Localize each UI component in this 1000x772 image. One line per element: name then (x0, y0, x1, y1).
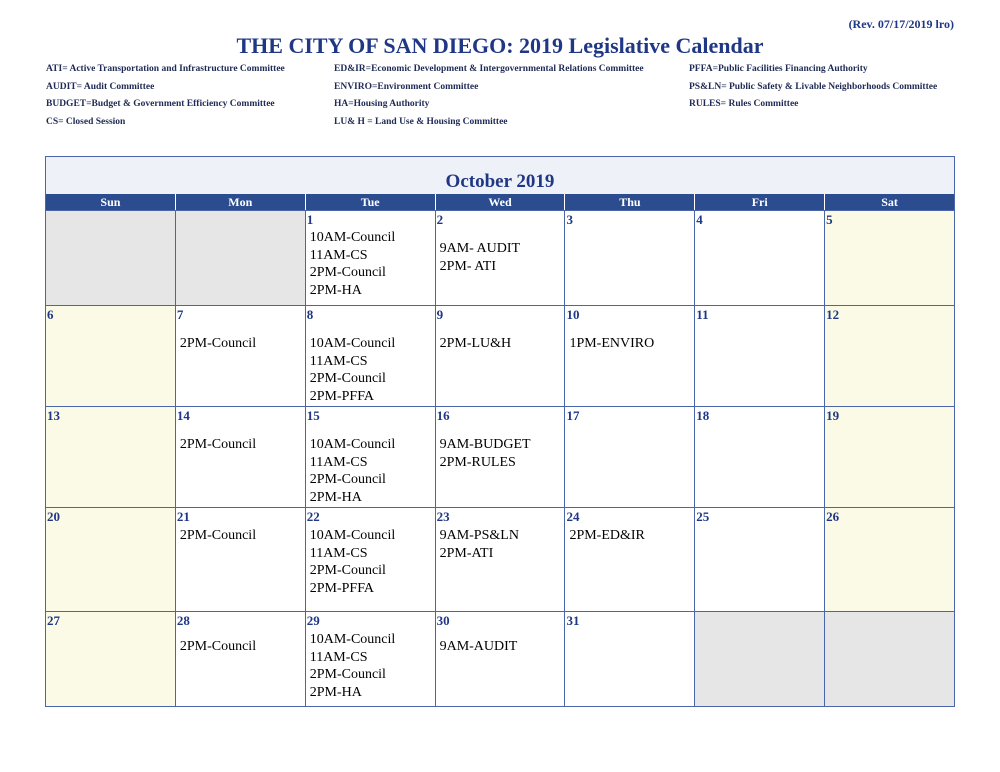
day-events (440, 436, 531, 471)
day-events (310, 527, 396, 597)
event-entry[interactable]: 1PM-ENVIRO (569, 336, 655, 351)
day-number: 4 (696, 212, 703, 227)
event-entry[interactable]: 2PM-Council (309, 563, 386, 578)
calendar-day-cell[interactable] (306, 407, 436, 507)
event-entry[interactable]: 2PM-PFFA (309, 580, 375, 596)
calendar-day-cell[interactable] (46, 407, 176, 507)
calendar-week (46, 305, 954, 406)
day-number: 1 (306, 212, 314, 227)
legend-item: LU& H = Land Use & Housing Committee (334, 116, 508, 127)
day-events (310, 436, 396, 506)
calendar-day-cell[interactable] (825, 407, 954, 507)
calendar-week (46, 507, 954, 611)
month-title: October 2019 (46, 157, 954, 194)
calendar-day-cell[interactable] (436, 306, 566, 406)
event-entry[interactable]: 2PM-Council (309, 667, 386, 682)
event-entry[interactable]: 9AM-PS&LN (439, 528, 519, 543)
day-number: 8 (306, 307, 314, 322)
day-events (180, 335, 256, 353)
day-number: 2 (436, 212, 444, 227)
day-number: 12 (826, 307, 840, 322)
calendar-day-cell[interactable] (46, 306, 176, 406)
day-events (180, 527, 256, 545)
calendar-day-cell[interactable] (436, 612, 566, 706)
calendar-day-cell[interactable] (176, 407, 306, 507)
event-entry[interactable]: 10AM-Council (309, 230, 396, 245)
calendar-day-cell[interactable] (825, 211, 954, 305)
event-entry[interactable]: 2PM-HA (309, 489, 362, 505)
day-events (180, 436, 256, 454)
day-number: 6 (47, 307, 54, 322)
event-entry[interactable]: 2PM-ATI (439, 545, 494, 561)
day-number: 23 (436, 509, 450, 524)
calendar-day-cell[interactable] (565, 612, 695, 706)
day-number: 18 (696, 408, 710, 423)
day-number: 22 (306, 509, 320, 524)
calendar-day-cell[interactable] (176, 211, 306, 305)
day-number: 21 (176, 509, 190, 524)
legend-item: PS&LN= Public Safety & Livable Neighborhoods Committee (689, 81, 938, 92)
day-number: 5 (826, 212, 833, 227)
legend-item: ENVIRO=Environment Committee (334, 81, 479, 92)
calendar-week (46, 210, 954, 305)
event-entry[interactable]: 11AM-CS (309, 247, 368, 263)
legend-row (46, 117, 958, 135)
day-of-week-header (46, 194, 954, 210)
event-entry[interactable]: 2PM-Council (309, 472, 386, 487)
event-entry[interactable]: 2PM- ATI (439, 258, 496, 274)
day-events (440, 638, 518, 656)
calendar-day-cell[interactable] (306, 612, 436, 706)
event-entry[interactable]: 2PM-Council (309, 265, 386, 280)
event-entry[interactable]: 9AM-AUDIT (439, 639, 518, 654)
calendar-day-cell[interactable] (565, 407, 695, 507)
dow-sat: Sat (825, 194, 954, 210)
calendar-day-cell[interactable] (695, 508, 825, 611)
day-events (310, 229, 396, 299)
day-number: 28 (176, 613, 190, 628)
day-events (569, 527, 644, 545)
dow-wed: Wed (436, 194, 566, 210)
calendar-day-cell[interactable] (825, 306, 954, 406)
legend-item: ATI= Active Transportation and Infrastructure Committee (46, 64, 285, 74)
day-number: 11 (696, 307, 709, 322)
event-entry[interactable]: 2PM-LU&H (439, 336, 512, 351)
legend-item: PFFA=Public Facilities Financing Authority (689, 64, 868, 74)
calendar-day-cell[interactable] (695, 407, 825, 507)
day-number: 30 (436, 613, 450, 628)
day-number: 29 (306, 613, 320, 628)
calendar-day-cell[interactable] (176, 612, 306, 706)
day-number: 24 (566, 509, 580, 524)
dow-fri: Fri (695, 194, 825, 210)
month-calendar (45, 156, 955, 707)
event-entry[interactable]: 11AM-CS (309, 649, 368, 665)
calendar-day-cell[interactable] (695, 211, 825, 305)
calendar-day-cell[interactable] (46, 508, 176, 611)
day-events (310, 631, 396, 701)
committee-legend (46, 64, 958, 134)
day-number: 26 (826, 509, 840, 524)
revision-note: (Rev. 07/17/2019 lro) (848, 17, 954, 31)
day-number: 13 (47, 408, 60, 423)
day-events (440, 527, 519, 562)
event-entry[interactable]: 10AM-Council (309, 437, 396, 452)
calendar-day-cell[interactable] (436, 211, 566, 305)
day-events (180, 638, 256, 656)
calendar-day-cell[interactable] (565, 508, 695, 611)
day-number: 10 (566, 307, 580, 322)
event-entry[interactable]: 10AM-Council (309, 336, 396, 351)
calendar-day-cell[interactable] (306, 508, 436, 611)
day-number: 14 (176, 408, 190, 423)
page-title: THE CITY OF SAN DIEGO: 2019 Legislative Calendar (236, 33, 764, 58)
day-events (569, 335, 654, 353)
event-entry[interactable]: 2PM-Council (179, 639, 257, 654)
legend-item: ED&IR=Economic Development & Intergovernmental Relations Committee (334, 64, 644, 74)
legend-item: CS= Closed Session (46, 116, 126, 127)
event-entry[interactable]: 2PM-PFFA (309, 388, 375, 404)
event-entry[interactable]: 2PM-RULES (439, 454, 516, 470)
event-entry[interactable]: 2PM-Council (179, 528, 257, 543)
event-entry[interactable]: 10AM-Council (309, 632, 396, 647)
legend-item: BUDGET=Budget & Government Efficiency Committee (46, 99, 275, 109)
calendar-day-cell[interactable] (436, 508, 566, 611)
event-entry[interactable]: 9AM- AUDIT (439, 241, 521, 256)
legend-item: HA=Housing Authority (334, 99, 430, 109)
event-entry[interactable]: 11AM-CS (309, 545, 368, 561)
calendar-day-cell[interactable] (46, 211, 176, 305)
dow-sun: Sun (46, 194, 176, 210)
legend-item: AUDIT= Audit Committee (46, 81, 155, 92)
legend-row (46, 64, 958, 82)
legend-row (46, 82, 958, 100)
event-entry[interactable]: 9AM-BUDGET (439, 437, 531, 452)
event-entry[interactable]: 2PM-Council (179, 437, 257, 452)
dow-tue: Tue (306, 194, 436, 210)
event-entry[interactable]: 11AM-CS (309, 353, 368, 369)
day-events (440, 240, 521, 275)
event-entry[interactable]: 2PM-Council (309, 371, 386, 386)
event-entry[interactable]: 10AM-Council (309, 528, 396, 543)
day-number: 7 (176, 307, 184, 322)
event-entry[interactable]: 2PM-ED&IR (569, 528, 645, 543)
calendar-day-cell[interactable] (436, 407, 566, 507)
day-events (440, 335, 512, 353)
calendar-day-cell[interactable] (825, 508, 954, 611)
event-entry[interactable]: 11AM-CS (309, 454, 368, 470)
event-entry[interactable]: 2PM-Council (179, 336, 257, 351)
calendar-week (46, 406, 954, 507)
calendar-day-cell[interactable] (825, 612, 954, 706)
day-number: 15 (306, 408, 320, 423)
calendar-day-cell[interactable] (306, 211, 436, 305)
calendar-day-cell[interactable] (176, 306, 306, 406)
calendar-grid (46, 210, 954, 706)
event-entry[interactable]: 2PM-HA (309, 282, 362, 298)
day-number: 17 (566, 408, 580, 423)
dow-mon: Mon (176, 194, 306, 210)
day-number: 31 (566, 613, 580, 628)
calendar-day-cell[interactable] (306, 306, 436, 406)
calendar-day-cell[interactable] (46, 612, 176, 706)
legend-item: RULES= Rules Committee (689, 99, 799, 109)
calendar-day-cell[interactable] (565, 306, 695, 406)
event-entry[interactable]: 2PM-HA (309, 684, 362, 700)
day-number: 3 (566, 212, 573, 227)
calendar-day-cell[interactable] (565, 211, 695, 305)
calendar-week (46, 611, 954, 706)
day-number: 19 (826, 408, 840, 423)
day-number: 27 (47, 613, 60, 628)
calendar-day-cell[interactable] (176, 508, 306, 611)
legend-row (46, 99, 958, 117)
day-number: 9 (436, 307, 444, 322)
day-events (310, 335, 396, 405)
day-number: 20 (47, 509, 60, 524)
day-number: 25 (696, 509, 710, 524)
day-number: 16 (436, 408, 450, 423)
calendar-day-cell[interactable] (695, 612, 825, 706)
dow-thu: Thu (565, 194, 695, 210)
calendar-day-cell[interactable] (695, 306, 825, 406)
